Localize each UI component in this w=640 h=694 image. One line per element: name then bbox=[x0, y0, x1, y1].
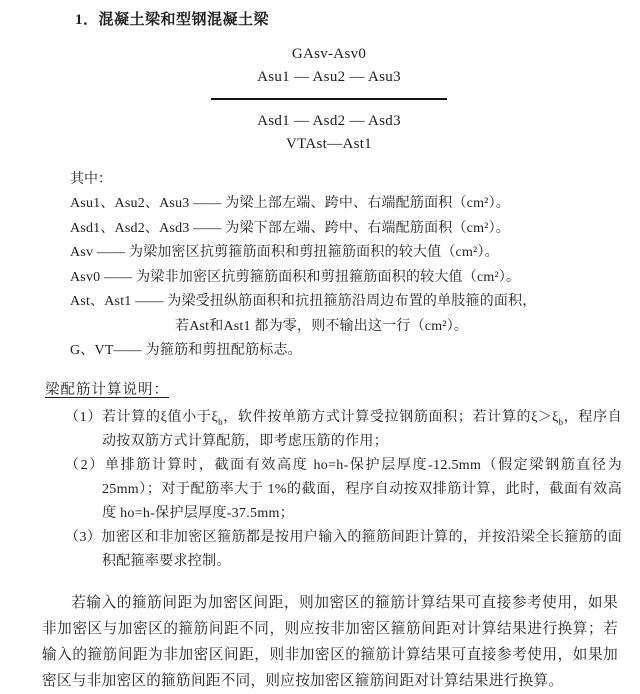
formula-block bbox=[42, 43, 616, 156]
closing-paragraph: 若输入的箍筋间距为加密区间距，则加密区的箍筋计算结果可直接参考使用，如果非加密区与加密区的箍筋间距不同，则应按非加密区箍筋间距对计算结果进行换算；若输入的箍筋间距为非加密区间距，则非加密区的箍筋计算结果可直接参考使用，如果加密区与非加密区的箍筋间距不同，则应按加密区箍筋间距对计算结果进行换算。 bbox=[42, 594, 618, 689]
fraction-divider-line bbox=[211, 98, 447, 100]
definition-g-vt: G、VT—— 为箍筋和剪扭配筋标志。 bbox=[70, 343, 302, 358]
note-2: （2）单排筋计算时，截面有效高度 ho=h-保护层厚度-12.5mm（假定梁钢筋直径为25mm）；对于配筋率大于 1%的截面，程序自动按双排筋计算，此时，截面有效高度 ho=h-保护层厚度-37.5mm； bbox=[65, 457, 622, 521]
formula-denominator-line2: VTAst—Ast1 bbox=[286, 136, 372, 152]
note-1 bbox=[65, 406, 622, 454]
formula-numerator-line1: GAsv-Asv0 bbox=[291, 46, 367, 62]
note-3: （3）加密区和非加密区箍筋都是按用户输入的箍筋间距计算的，并按沿梁全长箍筋的面积配箍率要求控制。 bbox=[65, 529, 622, 569]
definition-asv0: Asv0 —— 为梁非加密区抗剪箍筋面积和剪扭箍筋面积的较大值（cm²）。 bbox=[70, 269, 521, 285]
where-label: 其中： bbox=[70, 172, 112, 187]
definition-ast bbox=[70, 290, 616, 339]
definition-ast-line2: 若Ast和Ast1 都为零，则不输出这一行（cm²）。 bbox=[175, 318, 469, 334]
section-heading: 1．混凝土梁和型钢混凝土梁 bbox=[75, 12, 270, 28]
definitions-list bbox=[70, 192, 616, 364]
definition-asv: Asv —— 为梁加密区抗剪箍筋面积和剪扭箍筋面积的较大值（cm²）。 bbox=[70, 245, 499, 260]
note-1-subscript-b2: b bbox=[558, 416, 564, 427]
note-1-subscript-b1: b bbox=[218, 416, 223, 427]
note-1-text-a: （1）若计算的ξ值小于ξ bbox=[65, 409, 219, 425]
notes-heading: 梁配筋计算说明： bbox=[45, 381, 169, 398]
notes-list bbox=[65, 406, 622, 574]
formula-numerator-line2: Asu1 — Asu2 — Asu3 bbox=[257, 69, 401, 85]
note-1-text-b: ，软件按单筋方式计算受拉钢筋面积；若计算的ξ＞ξ bbox=[222, 409, 559, 425]
definition-asd: Asd1、Asd2、Asd3 —— 为梁下部左端、跨中、右端配筋面积（cm²）。 bbox=[70, 220, 510, 236]
definition-ast-line1: Ast、Ast1 —— 为梁受扭纵筋面积和抗扭箍筋沿周边布置的单肢箍的面积， bbox=[70, 294, 537, 309]
note-1-text-c: ，程序自动按双筋方式计算配筋，即考虑压筋的作用； bbox=[102, 409, 623, 449]
definition-asu: Asu1、Asu2、Asu3 —— 为梁上部左端、跨中、右端配筋面积（cm²）。 bbox=[70, 196, 510, 211]
formula-denominator-line1: Asd1 — Asd2 — Asd3 bbox=[257, 113, 401, 129]
